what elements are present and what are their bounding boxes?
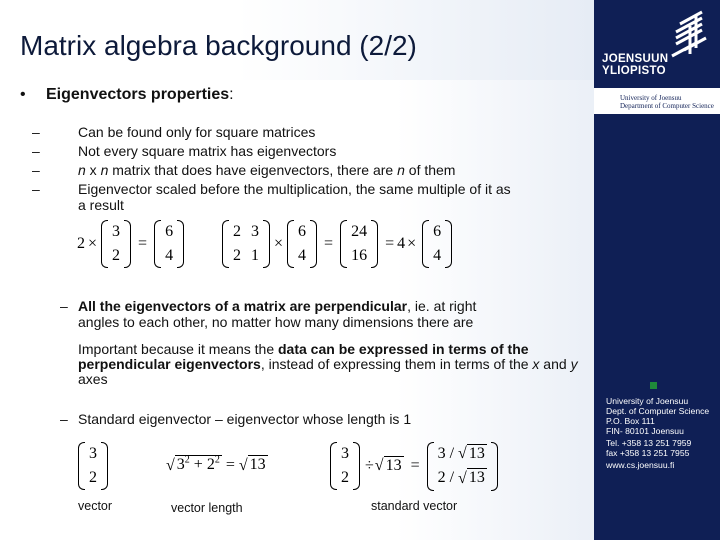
- times-sign: ×: [274, 235, 284, 252]
- vector-entry: 6: [433, 223, 442, 240]
- point-text: n: [78, 162, 86, 178]
- matrix-entry: 2: [233, 247, 241, 264]
- point-not-every: [32, 143, 588, 159]
- vector: [154, 220, 184, 268]
- contact-line: Tel. +358 13 251 7959: [606, 438, 692, 448]
- equation-vector: [78, 442, 108, 490]
- point-text: x: [85, 162, 101, 178]
- point-scaled: [32, 181, 588, 213]
- equation-standard-vector: [330, 442, 498, 491]
- label-vector-length: vector length: [171, 501, 243, 515]
- point-standard-eigenvector: [60, 411, 588, 427]
- point-text: of them: [404, 162, 456, 178]
- point-n-eigenvectors: [32, 162, 588, 178]
- equation-matrix-product: [222, 220, 452, 268]
- dash: –: [32, 143, 40, 159]
- vector-entry: 13: [468, 469, 485, 487]
- math-term: 2: [206, 456, 215, 474]
- vector-entry: 3 /: [437, 445, 459, 462]
- point-text: Not every square matrix has eigenvectors: [78, 143, 337, 159]
- vector-entry: 2: [341, 469, 349, 487]
- bullet-marker: •: [20, 86, 26, 103]
- equals-sign: =: [324, 235, 334, 252]
- dash: –: [32, 181, 40, 197]
- dash: –: [60, 411, 68, 427]
- sqrt-sign-icon: √: [458, 445, 467, 463]
- matrix: [222, 220, 270, 268]
- vector: [422, 220, 452, 268]
- matrix-entry: 1: [251, 247, 259, 264]
- point-text: , ie. at right: [407, 298, 477, 314]
- exponent: 2: [214, 455, 220, 466]
- sqrt-sign-icon: √: [238, 456, 248, 474]
- dept-line2: Department of Computer Science: [620, 102, 714, 110]
- importance-paragraph: [78, 342, 583, 387]
- plus-sign: +: [189, 456, 207, 474]
- para-text: and: [539, 356, 571, 372]
- vector: [427, 442, 498, 491]
- point-text: angles to each other, no matter how many dimensions there are: [78, 314, 474, 330]
- sqrt-sign-icon: √: [458, 469, 467, 487]
- vector: [287, 220, 317, 268]
- equals-sign: =: [138, 235, 148, 252]
- equals-sign: =: [410, 457, 420, 475]
- para-text-bold: data can be expressed in terms of the perpendicular eigenvectors: [78, 341, 529, 372]
- sqrt-sign-icon: √: [166, 456, 175, 474]
- vector: [330, 442, 360, 490]
- point-text: matrix that does have eigenvectors, there are: [108, 162, 398, 178]
- page-title: Matrix algebra background (2/2): [20, 30, 417, 61]
- times-sign: ×: [407, 235, 417, 252]
- label-vector: vector: [78, 499, 113, 513]
- times-sign: ×: [88, 235, 98, 252]
- logo-line2: YLIOPISTO: [602, 65, 666, 77]
- scalar: 4: [397, 235, 406, 252]
- vector-entry: 4: [165, 247, 174, 264]
- equals-sign: =: [221, 456, 239, 474]
- point-text: Standard eigenvector – eigenvector whose length is 1: [78, 411, 412, 427]
- vector: [340, 220, 378, 268]
- department-text: [620, 94, 714, 110]
- point-text: Eigenvector scaled before the multiplication, the same multiple of it as: [78, 181, 511, 197]
- vector-entry: 24: [351, 223, 368, 240]
- math-term: 13: [249, 456, 266, 474]
- bullet-title: Eigenvectors properties: [46, 86, 230, 103]
- point-text-bold: All the eigenvectors of a matrix are perpendicular: [78, 298, 408, 314]
- equation-scaled-vector: [74, 220, 184, 268]
- dash: –: [32, 162, 40, 178]
- equation-vector-length: [166, 455, 268, 475]
- vector-entry: 2 /: [437, 469, 459, 487]
- vector-entry: 3: [89, 445, 97, 462]
- green-square-icon: [650, 382, 657, 389]
- vector-entry: 2: [112, 247, 121, 264]
- sqrt-sign-icon: √: [374, 457, 384, 475]
- dept-line1: University of Joensuu: [620, 94, 682, 102]
- vector-entry: 16: [351, 247, 368, 264]
- contact-line: fax +358 13 251 7955: [606, 448, 690, 458]
- point-text: n: [397, 162, 405, 178]
- vector: [101, 220, 131, 268]
- logo-line1: JOENSUUN: [602, 53, 669, 65]
- para-text: x: [532, 356, 540, 372]
- contact-line: FIN- 80101 Joensuu: [606, 426, 684, 436]
- contact-line: www.cs.joensuu.fi: [606, 460, 675, 470]
- dash: –: [32, 124, 40, 140]
- contact-line: Dept. of Computer Science: [606, 406, 710, 416]
- vector-entry: 6: [165, 223, 174, 240]
- math-term: 3: [176, 456, 185, 474]
- exponent: 2: [184, 455, 190, 466]
- vector-entry: 3: [341, 445, 349, 463]
- matrix-entry: 2: [233, 223, 241, 240]
- contact-line: University of Joensuu: [606, 396, 689, 406]
- vector-entry: 13: [468, 445, 485, 462]
- vector-entry: 2: [89, 469, 97, 486]
- divide-sign: ÷: [365, 457, 374, 475]
- vector-entry: 4: [433, 247, 442, 264]
- point-perpendicular: [60, 298, 588, 330]
- vector-entry: 4: [298, 247, 307, 264]
- point-text: Can be found only for square matrices: [78, 124, 316, 140]
- dash: –: [60, 298, 68, 314]
- point-square: [32, 124, 588, 140]
- equals-sign: =: [385, 235, 395, 252]
- vector-entry: 3: [112, 223, 121, 240]
- vector: [78, 442, 108, 490]
- contact-line: P.O. Box 111: [606, 416, 655, 426]
- scalar: 2: [77, 235, 85, 252]
- point-text: a result: [78, 197, 124, 213]
- para-text: axes: [78, 371, 108, 387]
- matrix-entry: 3: [251, 223, 259, 240]
- para-text: y: [570, 356, 578, 372]
- contact-info: [606, 396, 709, 470]
- main-bullet: [20, 86, 234, 104]
- point-text: n: [100, 162, 109, 178]
- vector-entry: 6: [298, 223, 307, 240]
- math-term: 13: [385, 457, 402, 475]
- para-text: Important because it means the: [78, 341, 278, 357]
- label-standard-vector: standard vector: [371, 499, 458, 513]
- bullet-title-colon: :: [229, 86, 234, 103]
- para-text: , instead of expressing them in terms of the: [260, 356, 533, 372]
